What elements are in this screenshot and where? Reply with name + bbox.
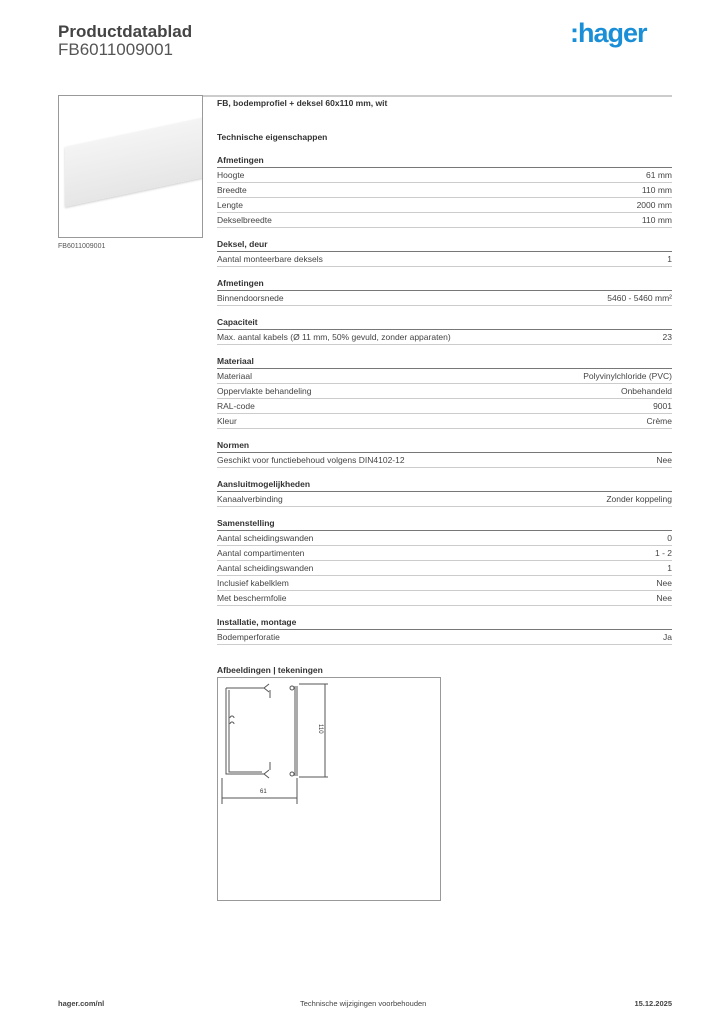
spec-label: Hoogte [217, 170, 245, 180]
spec-value: Polyvinylchloride (PVC) [583, 371, 672, 381]
spec-row [217, 213, 672, 228]
section-heading: Materiaal [217, 354, 672, 369]
section-heading: Afmetingen [217, 276, 672, 291]
section-heading: Capaciteit [217, 315, 672, 330]
spec-label: Oppervlakte behandeling [217, 386, 312, 396]
spec-label: Binnendoorsnede [217, 293, 284, 303]
spec-label: Max. aantal kabels (Ø 11 mm, 50% gevuld, zonder apparaten) [217, 332, 451, 342]
spec-section [217, 153, 672, 228]
spec-value: 23 [662, 332, 672, 342]
spec-value: 1 [667, 563, 672, 573]
spec-label: Aantal monteerbare deksels [217, 254, 323, 264]
technical-drawing [217, 677, 441, 901]
footer-disclaimer: Technische wijzigingen voorbehouden [300, 999, 427, 1008]
spec-row [217, 399, 672, 414]
section-heading: Aansluitmogelijkheden [217, 477, 672, 492]
height-dimension-label: 110 [317, 724, 323, 734]
section-heading: Deksel, deur [217, 237, 672, 252]
footer-website[interactable]: hager.com/nl [58, 999, 105, 1008]
spec-label: Bodemperforatie [217, 632, 280, 642]
spec-row [217, 492, 672, 507]
product-code: FB6011009001 [58, 40, 174, 59]
section-heading: Installatie, montage [217, 615, 672, 630]
spec-value: 61 mm [646, 170, 672, 180]
spec-row [217, 291, 672, 306]
spec-label: Aantal scheidingswanden [217, 563, 314, 573]
product-image-caption: FB6011009001 [58, 243, 106, 250]
product-image [58, 95, 203, 238]
hager-logo: :hager [570, 18, 647, 48]
spec-row [217, 369, 672, 384]
spec-value: Nee [656, 578, 672, 588]
spec-row [217, 183, 672, 198]
spec-value: Onbehandeld [620, 386, 672, 396]
section-heading: Samenstelling [217, 516, 672, 531]
width-dimension-label: 61 [260, 789, 267, 795]
spec-value: 1 [667, 254, 672, 264]
spec-section [217, 354, 672, 429]
spec-row [217, 330, 672, 345]
section-heading: Afmetingen [217, 153, 672, 168]
spec-row [217, 561, 672, 576]
spec-section [217, 477, 672, 507]
spec-label: Aantal compartimenten [217, 548, 305, 558]
product-title: FB, bodemprofiel + deksel 60x110 mm, wit [217, 98, 388, 108]
spec-section [217, 615, 672, 645]
spec-label: Kanaalverbinding [217, 494, 283, 504]
spec-label: Materiaal [217, 371, 252, 381]
spec-row [217, 414, 672, 429]
spec-row [217, 576, 672, 591]
product-details [217, 96, 672, 901]
spec-label: Kleur [217, 416, 237, 426]
spec-section [217, 315, 672, 345]
spec-section [217, 516, 672, 606]
spec-value: Nee [656, 455, 672, 465]
spec-value: Nee [656, 593, 672, 603]
spec-row [217, 546, 672, 561]
spec-row [217, 591, 672, 606]
spec-section [217, 438, 672, 468]
spec-value: 0 [667, 533, 672, 543]
spec-row [217, 630, 672, 645]
spec-label: Inclusief kabelklem [217, 578, 289, 588]
spec-row [217, 252, 672, 267]
spec-label: Met beschermfolie [217, 593, 287, 603]
spec-sections [217, 153, 672, 645]
spec-row [217, 168, 672, 183]
spec-label: Aantal scheidingswanden [217, 533, 314, 543]
spec-row [217, 453, 672, 468]
spec-row [217, 384, 672, 399]
spec-label: Geschikt voor functiebehoud volgens DIN4102-12 [217, 455, 405, 465]
spec-value: Zonder koppeling [606, 494, 672, 504]
spec-section [217, 237, 672, 267]
spec-value: Crème [646, 416, 672, 426]
spec-value: 9001 [653, 401, 672, 411]
spec-value: 2000 mm [636, 200, 672, 210]
spec-label: RAL-code [217, 401, 255, 411]
images-heading: Afbeeldingen | tekeningen [217, 665, 323, 675]
spec-label: Lengte [217, 200, 243, 210]
footer-date: 15.12.2025 [634, 999, 672, 1008]
spec-value: 1 - 2 [654, 548, 672, 558]
spec-label: Breedte [217, 185, 247, 195]
spec-row [217, 198, 672, 213]
section-heading: Normen [217, 438, 672, 453]
spec-label: Dekselbreedte [217, 215, 272, 225]
spec-section [217, 276, 672, 306]
spec-value: Ja [663, 632, 672, 642]
tech-heading: Technische eigenschappen [217, 132, 328, 142]
spec-row [217, 531, 672, 546]
spec-value: 5460 - 5460 mm² [607, 293, 672, 303]
spec-value: 110 mm [641, 215, 672, 225]
spec-value: 110 mm [641, 185, 672, 195]
page-title: Productdatablad [58, 22, 193, 41]
